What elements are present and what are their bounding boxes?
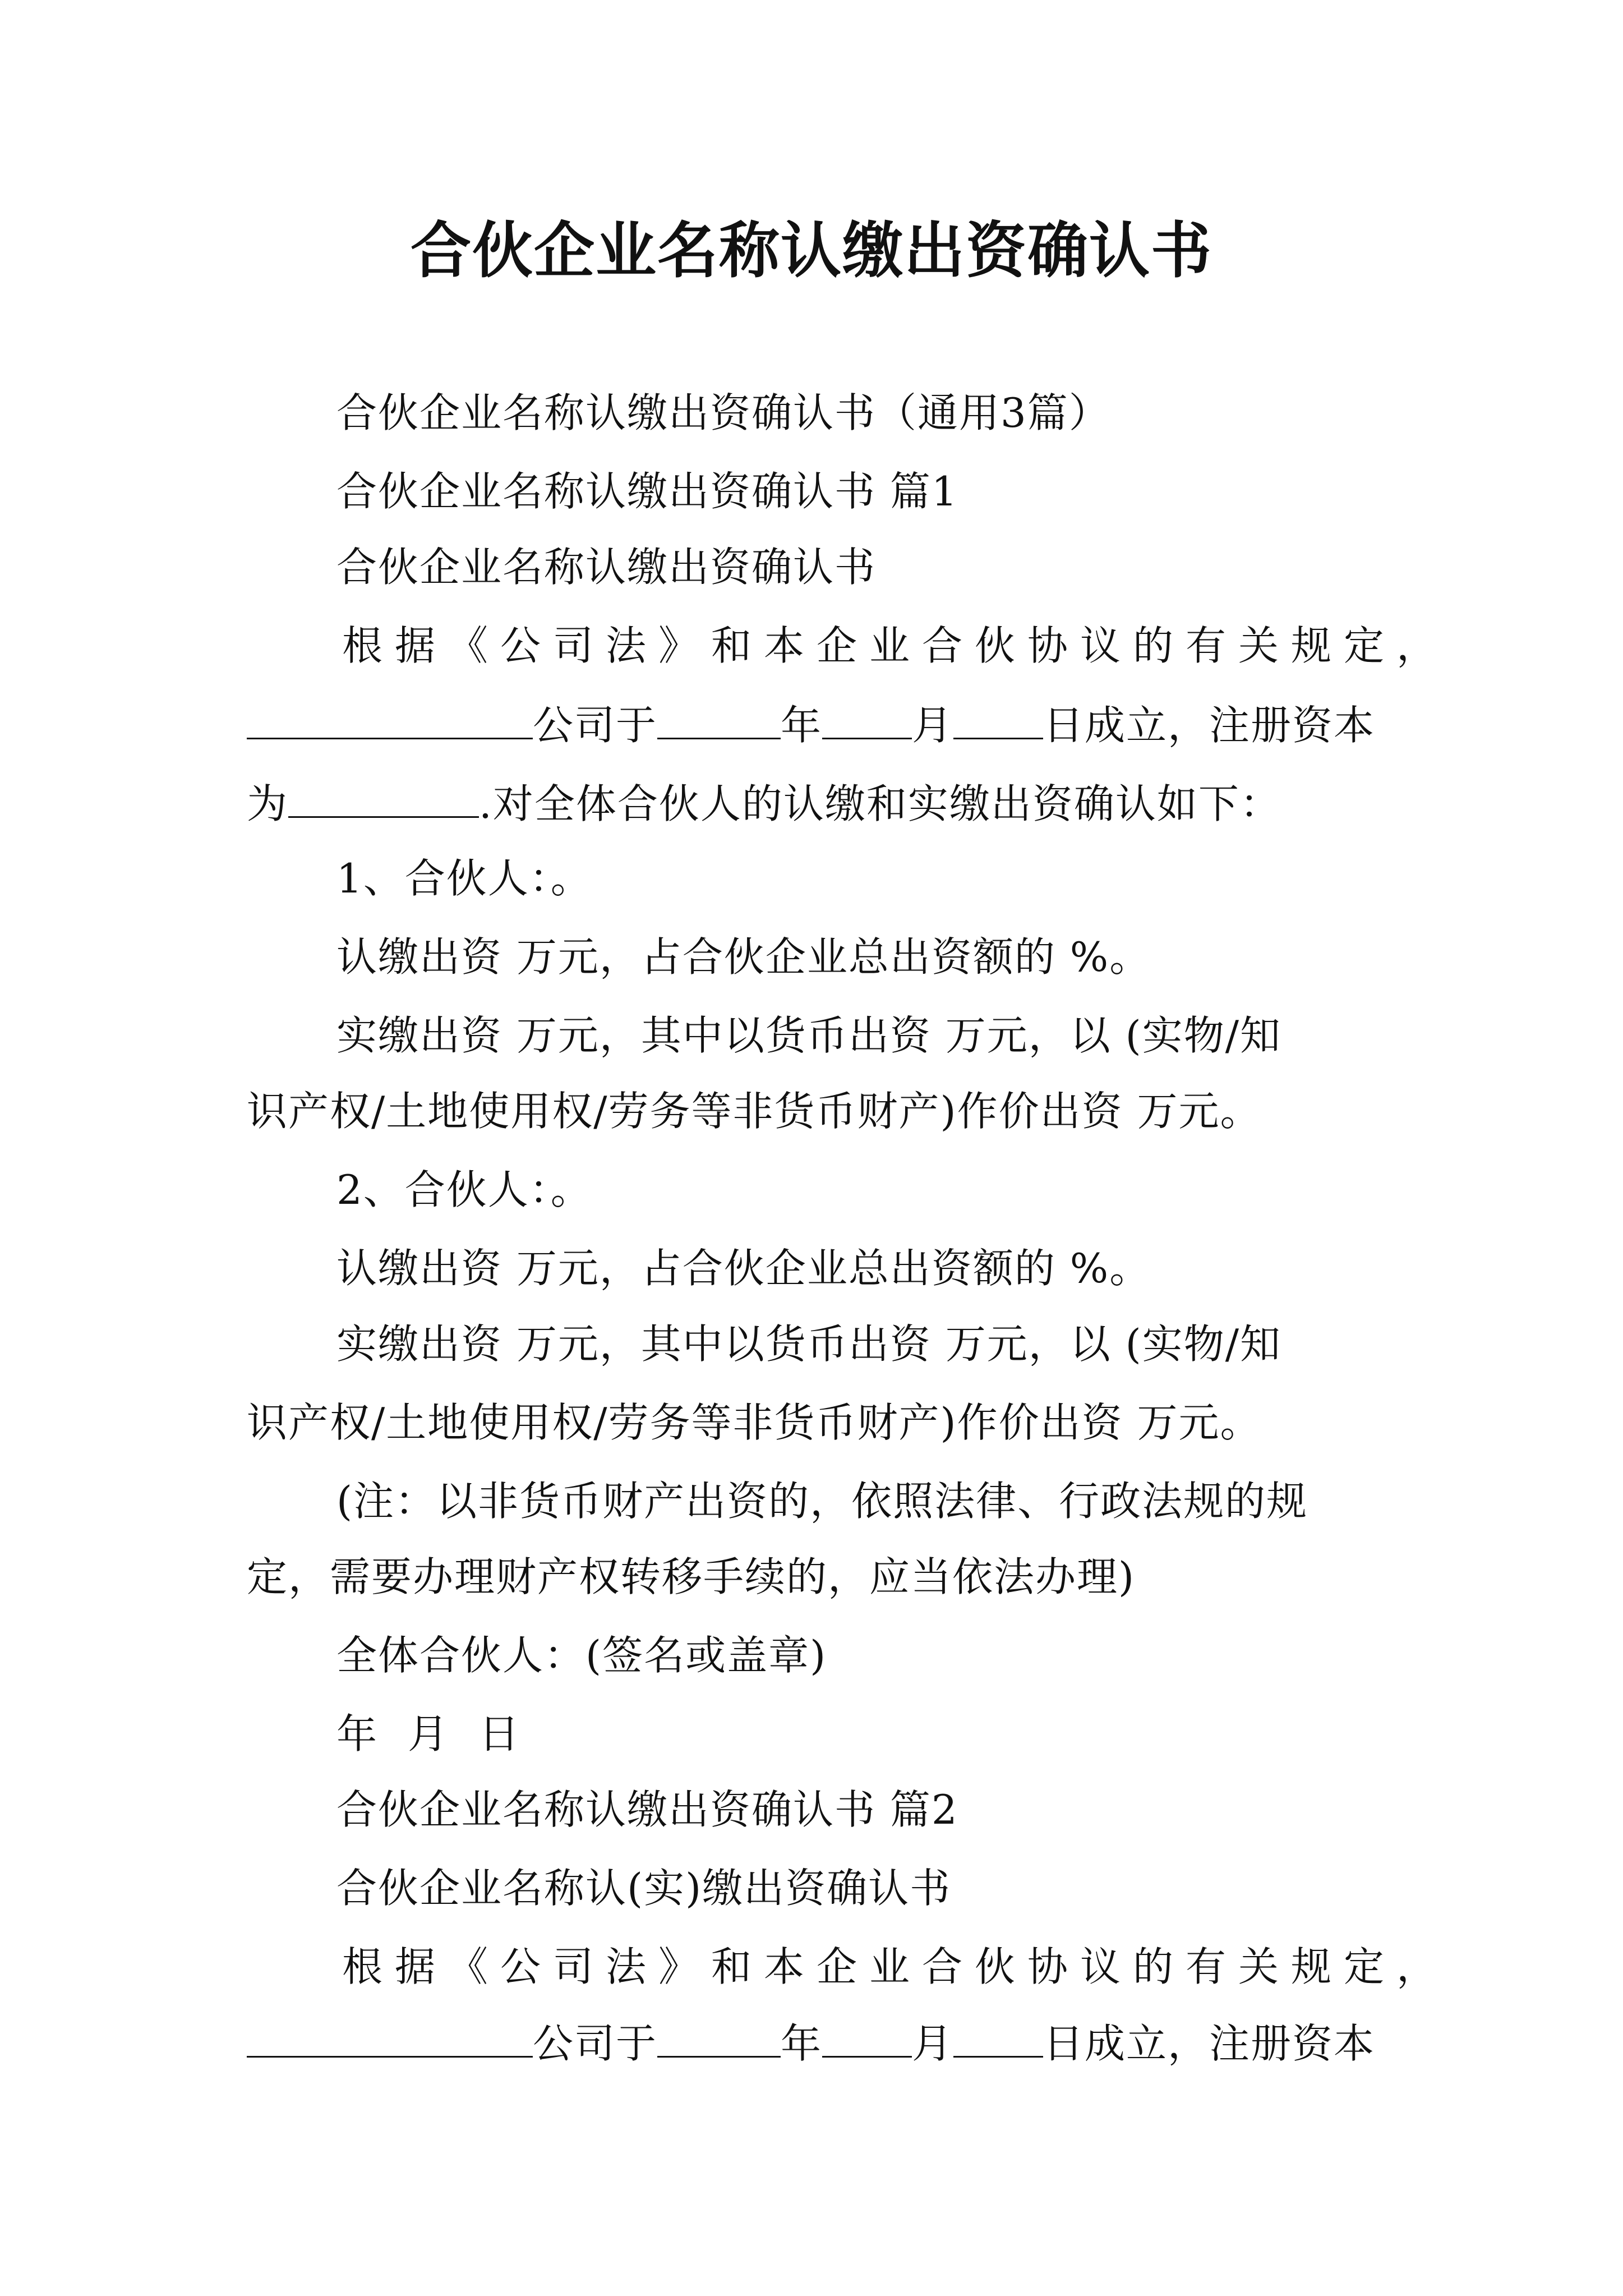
paragraph-basis-2: 根据《公司法》和本企业合伙协议的有关规定， xyxy=(342,1943,1450,1990)
signature-line: 全体合伙人：(签名或盖章) xyxy=(336,1632,827,1679)
capital-amount-blank xyxy=(288,783,479,818)
founding-text: 公司于 xyxy=(533,702,658,749)
date-line: 年 月 日 xyxy=(336,1710,520,1757)
year-label: 年 xyxy=(781,702,823,749)
registered-capital-text: 日成立，注册资本 xyxy=(1043,2020,1376,2067)
day-blank xyxy=(953,704,1043,739)
partner-1-paid: 实缴出资 万元，其中以货币出资 万元，以 (实物/知 xyxy=(336,1012,1282,1059)
note-line-1: (注：以非货币财产出资的，依照法律、行政法规的规 xyxy=(336,1478,1308,1525)
registered-capital-text: 日成立，注册资本 xyxy=(1043,702,1376,749)
partner-1-paid-cont: 识产权/土地使用权/劳务等非货币财产)作价出资 万元。 xyxy=(247,1088,1262,1135)
partner-1-label: 1、合伙人：。 xyxy=(336,855,592,902)
partner-2-label: 2、合伙人：。 xyxy=(336,1166,592,1213)
month-blank xyxy=(822,704,912,739)
founding-text: 公司于 xyxy=(533,2020,658,2067)
year-blank xyxy=(657,704,781,739)
section-heading-1: 合伙企业名称认缴出资确认书 篇1 xyxy=(336,468,958,515)
sub-title-2: 合伙企业名称认(实)缴出资确认书 xyxy=(336,1865,952,1912)
company-name-blank xyxy=(247,2022,533,2058)
year-label: 年 xyxy=(781,2020,823,2067)
year-blank xyxy=(657,2022,781,2058)
note-line-2: 定，需要办理财产权转移手续的，应当依法办理) xyxy=(247,1553,1136,1600)
capital-prefix: 为 xyxy=(247,780,289,827)
month-label: 月 xyxy=(912,702,954,749)
paragraph-intro: 合伙企业名称认缴出资确认书（通用3篇） xyxy=(336,389,1110,436)
paragraph-basis-1: 根据《公司法》和本企业合伙协议的有关规定， xyxy=(342,622,1450,669)
paragraph-capital-1 xyxy=(247,780,1281,827)
partner-2-paid: 实缴出资 万元，其中以货币出资 万元，以 (实物/知 xyxy=(336,1320,1282,1368)
month-blank xyxy=(822,2022,912,2058)
month-label: 月 xyxy=(912,2020,954,2067)
partner-2-paid-cont: 识产权/土地使用权/劳务等非货币财产)作价出资 万元。 xyxy=(247,1399,1262,1446)
capital-confirm-text: .对全体合伙人的认缴和实缴出资确认如下： xyxy=(479,780,1281,827)
partner-2-subscribed: 认缴出资 万元，占合伙企业总出资额的 %。 xyxy=(336,1245,1151,1292)
partner-1-subscribed: 认缴出资 万元，占合伙企业总出资额的 %。 xyxy=(336,933,1151,981)
section-heading-2: 合伙企业名称认缴出资确认书 篇2 xyxy=(336,1786,958,1833)
day-blank xyxy=(953,2022,1043,2058)
paragraph-founding-1 xyxy=(247,702,1376,749)
company-name-blank xyxy=(247,704,533,739)
document-title: 合伙企业名称认缴出资确认书 xyxy=(410,215,1212,286)
paragraph-founding-2 xyxy=(247,2020,1376,2067)
sub-title-1: 合伙企业名称认缴出资确认书 xyxy=(336,544,877,591)
